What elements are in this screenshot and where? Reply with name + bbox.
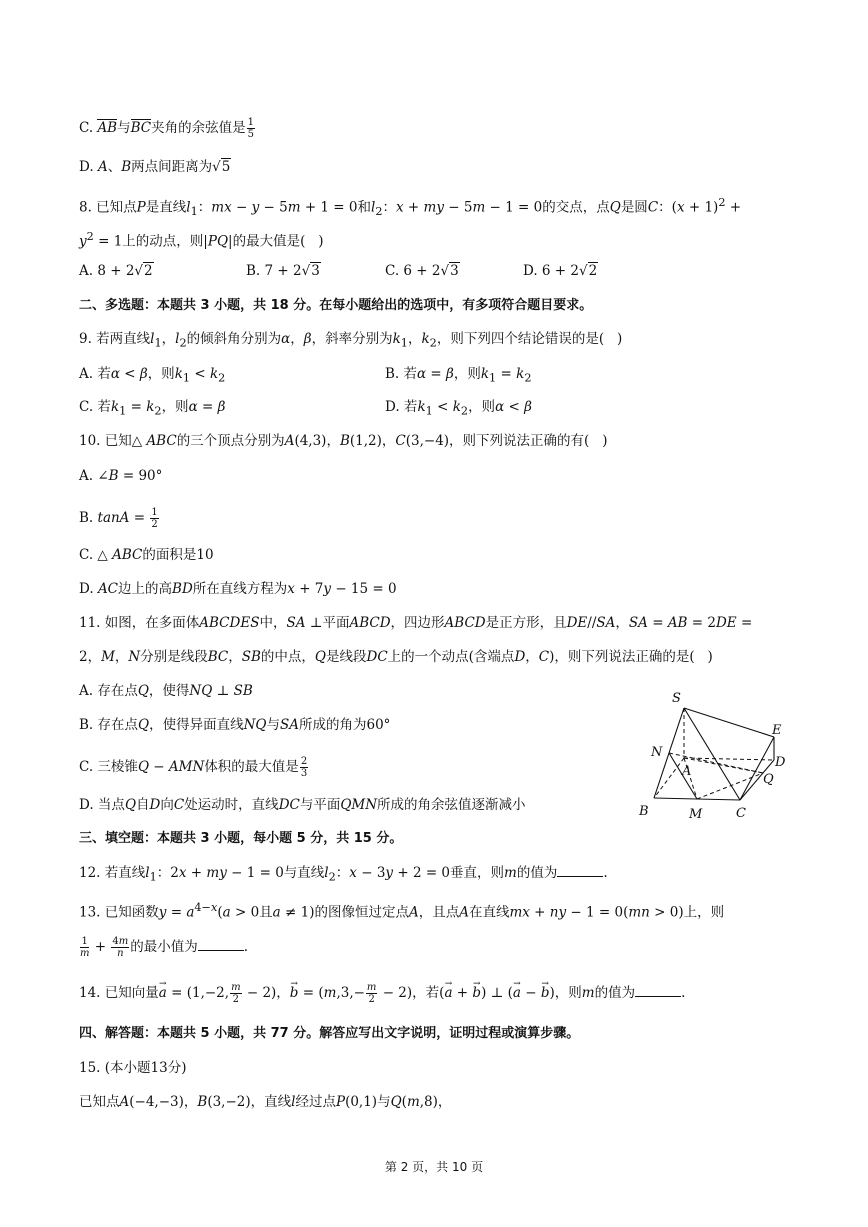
question-9-option-a: A. 若α < β，则$k_1 < k_2$	[79, 366, 226, 385]
question-8-line-1: 8. 已知点P是直线$l_1$：mx − y − 5m + 1 = 0和$l_2$：x + my − 5m − 1 = 0的交点，点Q是圆C：$(x + 1)^2$ +	[79, 196, 742, 219]
label-M: M	[689, 807, 703, 820]
section-heading-answer: 四、解答题：本题共 5 小题，共 77 分。解答应写出文字说明，证明过程或演算步骤。	[79, 1026, 580, 1041]
question-10-option-b: B. tanA = $\frac{1}{2}$	[79, 507, 158, 530]
question-14: 14. 已知向量→ a = (1,−2, $\frac{m}{2}$ − 2)，→ b = (m,3,− $\frac{m}{2}$ − 2)，若(→ a + → b) ⊥ (→ a − → b)，则m的值为 .	[79, 982, 685, 1005]
label-D: D	[775, 755, 786, 770]
question-13-line-2: $\frac{1}{m}$ + $\frac{4m}{n}$ 的最小值为 .	[80, 936, 249, 959]
polyhedron-figure	[632, 688, 792, 820]
label-B: B	[639, 804, 649, 819]
question-11-option-a: A. 存在点Q，使得NQ ⊥ SB	[79, 683, 253, 699]
question-10: 10. 已知△ ABC的三个顶点分别为A(4,3)，B(1,2)，C(3,−4)，则下列说法正确的有( )	[79, 433, 608, 449]
question-11-option-d: D. 当点Q自D向C处运动时，直线DC与平面QMN所成的角余弦值逐渐减小	[79, 797, 526, 813]
question-11-option-c: C. 三棱锥Q − AMN体积的最大值是 $\frac{2}{3}$	[79, 756, 308, 779]
question-8-option-a: A. 8 + 2√2	[79, 263, 153, 279]
question-9: 9. 若两直线$l_1$，$l_2$的倾斜角分别为α，β，斜率分别为$k_1$，$k_2$，则下列四个结论错误的是( )	[79, 331, 623, 350]
question-10-option-c: C. △ ABC的面积是10	[79, 547, 214, 563]
label-C: C	[736, 806, 746, 820]
question-15-header: 15. (本小题13分)	[79, 1060, 187, 1076]
option-7d: D. A、B两点间距离为√5	[79, 159, 231, 175]
question-8-line-2: $y^2 = 1$上的动点，则|PQ|的最大值是( )	[79, 230, 324, 250]
question-8-option-c: C. 6 + 2√3	[385, 263, 459, 279]
label-A: A	[682, 764, 692, 779]
label-S: S	[672, 691, 681, 706]
label-Q: Q	[763, 772, 774, 787]
question-9-option-c: C. 若$k_1 = k_2$，则α = β	[79, 399, 226, 418]
question-13-line-1: 13. 已知函数$y = a^{4-x}(a > 0$且a ≠ 1)的图像恒过定点A，且点A在直线mx + ny − 1 = 0(mn > 0)上，则	[79, 901, 725, 921]
option-7c: C. AB与BC夹角的余弦值是 $\frac{1}{5}$	[79, 117, 254, 140]
question-11-option-b: B. 存在点Q，使得异面直线NQ与SA所成的角为60°	[79, 717, 391, 733]
section-heading-multiple-choice: 二、多选题：本题共 3 小题，共 18 分。在每小题给出的选项中，有多项符合题目要求。	[79, 298, 593, 313]
label-N: N	[651, 745, 663, 760]
question-12: 12. 若直线$l_1$：2x + my − 1 = 0与直线$l_2$：x − 3y + 2 = 0垂直，则m的值为 .	[79, 865, 608, 884]
question-11-line-1: 11. 如图，在多面体ABCDES中，SA ⊥平面ABCD，四边形ABCD是正方形，且DE//SA，SA = AB = 2DE =	[79, 615, 753, 631]
question-9-option-b: B. 若α = β，则$k_1 = k_2$	[385, 366, 532, 385]
question-8-option-d: D. 6 + 2√2	[523, 263, 598, 279]
question-11-line-2: 2，M，N分别是线段BC，SB的中点，Q是线段DC上的一个动点(含端点D，C)，则下列说法正确的是( )	[79, 649, 713, 665]
question-10-option-a: A. ∠B = 90°	[79, 468, 163, 484]
question-9-option-d: D. 若$k_1 < k_2$，则α < β	[385, 399, 532, 418]
question-8-option-b: B. 7 + 2√3	[246, 263, 320, 279]
label-E: E	[772, 723, 782, 738]
section-heading-fill-in: 三、填空题：本题共 3 小题，每小题 5 分，共 15 分。	[79, 831, 403, 846]
question-10-option-d: D. AC边上的高BD所在直线方程为x + 7y − 15 = 0	[79, 581, 397, 597]
question-15-text: 已知点A(−4,−3)，B(3,−2)，直线l经过点P(0,1)与Q(m,8)，	[79, 1094, 452, 1110]
page-footer: 第 2 页，共 10 页	[384, 1160, 484, 1174]
